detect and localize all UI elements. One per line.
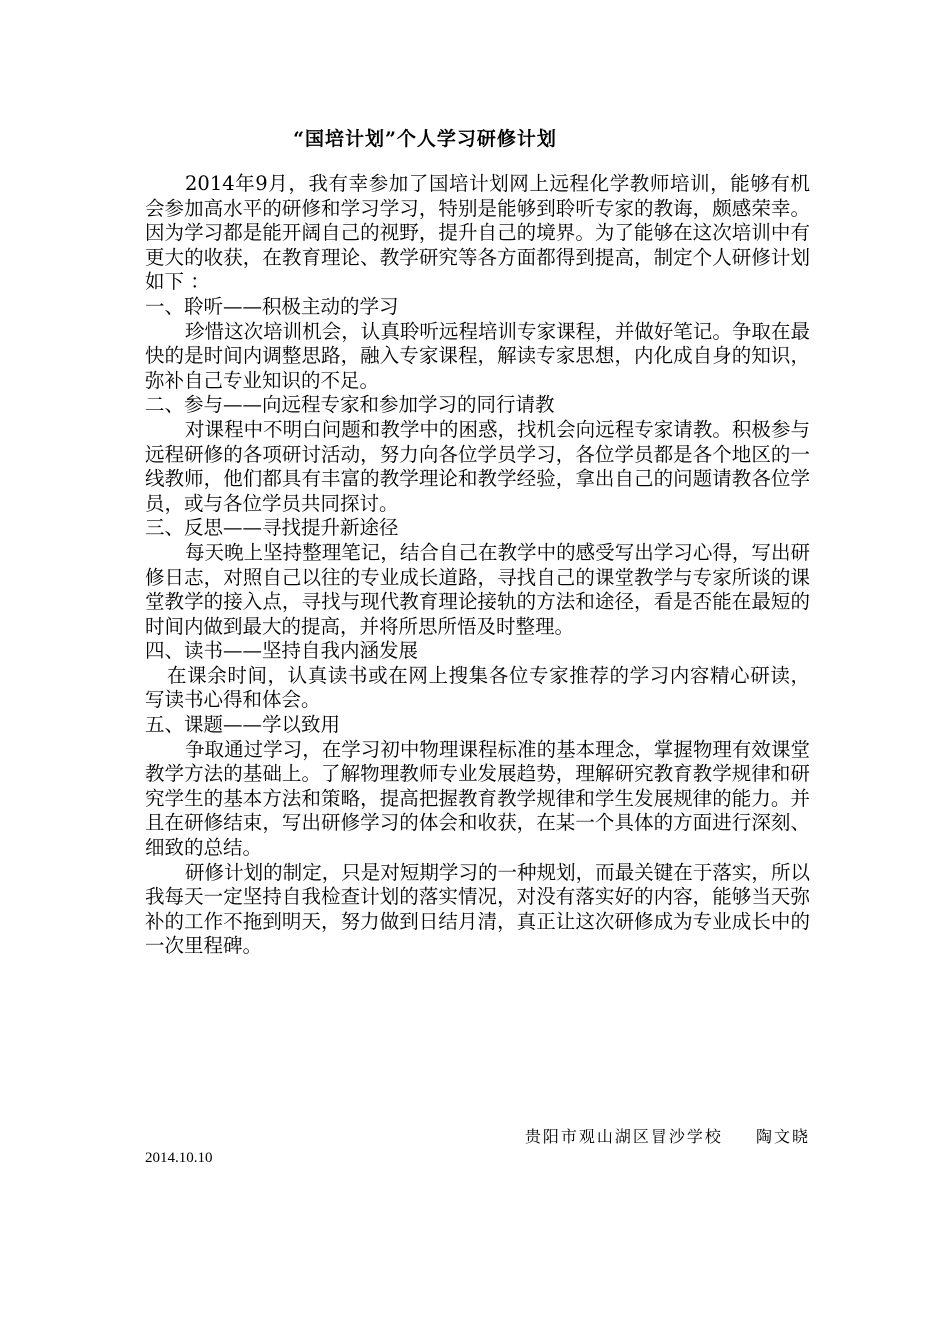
author-signature: 贵阳市观山湖区冒沙学校 陶文晓	[524, 1127, 810, 1146]
conclusion-paragraph: 研修计划的制定，只是对短期学习的一种规划，而最关键在于落实，所以我每天一定坚持自我检查计划的落实情况，对没有落实好的内容，能够当天弥补的工作不拖到明天，努力做到日结月清，真正让这次研修成为专业成长中的一次里程碑。	[145, 860, 810, 958]
section-body-participate: 对课程中不明白问题和教学中的困惑，找机会向远程专家请教。积极参与远程研修的各项研讨活动，努力向各位学员学习，各位学员都是各个地区的一线教师，他们都具有丰富的教学理论和教学经验，拿出自己的问题请教各位学员，或与各位学员共同探讨。	[145, 417, 810, 515]
section-heading-project: 五、课题——学以致用	[145, 713, 341, 737]
section-body-reading: 在课余时间，认真读书或在网上搜集各位专家推荐的学习内容精心研读，写读书心得和体会。	[145, 663, 810, 712]
intro-paragraph: 2014年9月，我有幸参加了国培计划网上远程化学教师培训，能够有机会参加高水平的研修和学习学习，特别是能够到聆听专家的教诲，颇感荣幸。因为学习都是能开阔自己的视野，提升自己的境界。为了能够在这次培训中有更大的收获，在教育理论、教学研究等各方面都得到提高，制定个人研修计划如下 ：	[145, 172, 810, 294]
section-heading-participate: 二、参与——向远程专家和参加学习的同行请教	[145, 393, 555, 417]
section-body-project: 争取通过学习，在学习初中物理课程标准的基本理念，掌握物理有效课堂教学方法的基础上。了解物理教师专业发展趋势，理解研究教育教学规律和研究学生的基本方法和策略，提高把握教育教学规律和学生发展规律的能力。并且在研修结束，写出研修学习的体会和收获，在某一个具体的方面进行深刻、细致的总结。	[145, 737, 810, 860]
section-heading-reading: 四、读书——坚持自我内涵发展	[145, 639, 419, 663]
section-body-reflect: 每天晚上坚持整理笔记，结合自己在教学中的感受写出学习心得，写出研修日志，对照自己以往的专业成长道路，寻找自己的课堂教学与专家所谈的课堂教学的接入点，寻找与现代教育理论接轨的方法和途径，看是否能在最短的时间内做到最大的提高，并将所思所悟及时整理。	[145, 540, 810, 638]
document-date: 2014.10.10	[145, 1150, 213, 1166]
section-heading-reflect: 三、反思——寻找提升新途径	[145, 516, 399, 540]
section-heading-listen: 一、聆听——积极主动的学习	[145, 294, 399, 318]
document-title: “国培计划”个人学习研修计划	[293, 128, 557, 150]
section-body-listen: 珍惜这次培训机会，认真聆听远程培训专家课程，并做好笔记。争取在最快的是时间内调整思路，融入专家课程，解读专家思想，内化成自身的知识，弥补自己专业知识的不足。	[145, 319, 810, 392]
document-body	[145, 172, 810, 959]
